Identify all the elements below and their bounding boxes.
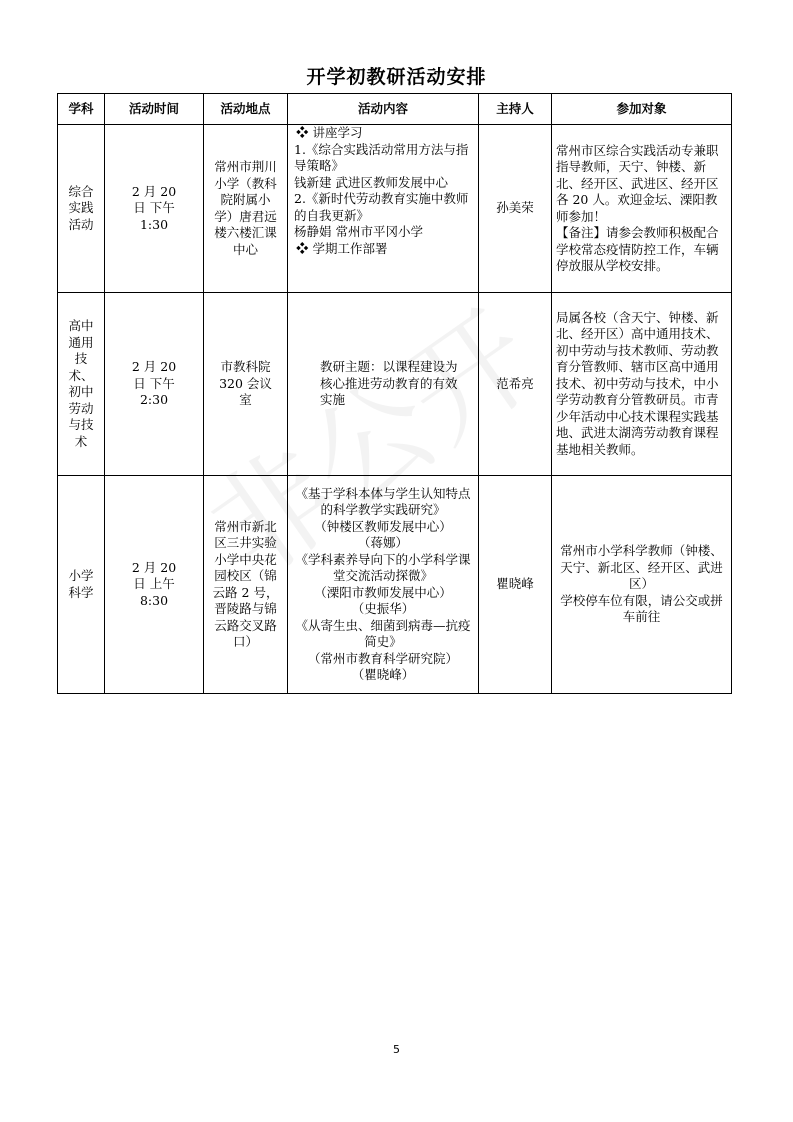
row3-content-line: （瞿晓峰） — [351, 667, 415, 682]
row1-time: 2 月 20 日 下午 1:30 — [105, 125, 204, 293]
row3-content-line: 《学科素养导向下的小学科学课堂交流活动探微》 — [295, 551, 471, 583]
row1-location: 常州市荆川小学（教科院附属小学）唐君远楼六楼汇课中心 — [204, 125, 288, 293]
row3-subject: 小学科学 — [58, 476, 105, 694]
header-audience: 参加对象 — [552, 94, 732, 125]
row1-content — [288, 125, 479, 293]
row2-location: 市教科院 320 会议室 — [204, 293, 288, 476]
row3-audience-note: 学校停车位有限，请公交或拼车前往 — [560, 592, 723, 625]
header-subject: 学科 — [58, 94, 105, 125]
row1-audience — [552, 125, 732, 293]
row1-content-line: 1.《综合实践活动常用方法与指导策略》 — [294, 141, 469, 173]
page-number: 5 — [393, 1043, 400, 1056]
row2-subject: 高中通用技术、初中劳动与技术 — [58, 293, 105, 476]
row3-location: 常州市新北区三井实验小学中央花园校区（锦云路 2 号，晋陵路与锦云路交叉路口） — [204, 476, 288, 694]
document-title: 开学初教研活动安排 — [306, 66, 487, 88]
row1-audience-note: 【备注】请参会教师积极配合学校常态疫情防控工作，车辆停放服从学校安排。 — [556, 225, 719, 273]
row1-content-line: ❖ 学期工作部署 — [296, 240, 388, 256]
row3-host: 瞿晓峰 — [479, 476, 552, 694]
table-row — [58, 293, 732, 476]
row3-audience — [552, 476, 732, 694]
row3-content-line: （常州市教育科学研究院） — [307, 650, 458, 666]
header-content: 活动内容 — [288, 94, 479, 125]
row3-time: 2 月 20 日 上午 8:30 — [105, 476, 204, 694]
header-time: 活动时间 — [105, 94, 204, 125]
schedule-table — [57, 93, 732, 694]
row2-host: 范希亮 — [479, 293, 552, 476]
row1-audience-text: 常州市区综合实践活动专兼职指导教师，天宁、钟楼、新北、经开区、武进区、经开区各 20 人。欢迎金坛、溧阳教师参加！ — [556, 142, 719, 224]
table-header-row — [58, 94, 732, 125]
row1-content-line: ❖ 讲座学习 — [296, 125, 363, 140]
row3-content-line: （史振华） — [351, 601, 415, 616]
row1-host: 孙美荣 — [479, 125, 552, 293]
row1-content-line: 杨静娟 常州市平冈小学 — [294, 224, 423, 239]
row3-content-line: 《从寄生虫、细菌到病毒—抗疫简史》 — [295, 617, 471, 649]
table-row — [58, 476, 732, 694]
row2-time: 2 月 20 日 下午 2:30 — [105, 293, 204, 476]
row3-content-line: （蒋娜） — [357, 535, 408, 550]
row1-subject: 综合实践活动 — [58, 125, 105, 293]
header-host: 主持人 — [479, 94, 552, 125]
row3-content-line: （溧阳市教师发展中心） — [314, 584, 452, 600]
row1-content-line: 钱新建 武进区教师发展中心 — [294, 174, 448, 190]
row3-content-line: （钟楼区教师发展中心） — [314, 518, 452, 534]
header-location: 活动地点 — [204, 94, 288, 125]
row3-audience-text: 常州市小学科学教师（钟楼、天宁、新北区、经开区、武进区） — [560, 543, 723, 592]
row2-audience: 局属各校（含天宁、钟楼、新北、经开区）高中通用技术、初中劳动与技术教师、劳动教育分管教师、辖市区高中通用技术、初中劳动与技术，中小学劳动教育分管教研员。市青少年活动中心技术课程实践基地、武进太湖湾劳动教育课程基地相关教师。 — [552, 293, 732, 476]
row1-content-line: 2.《新时代劳动教育实施中教师的自我更新》 — [294, 191, 469, 223]
row3-content — [288, 476, 479, 694]
row2-content: 教研主题：以课程建设为核心推进劳动教育的有效实施 — [288, 293, 479, 476]
row3-content-line: 《基于学科本体与学生认知特点的科学教学实践研究》 — [295, 485, 471, 517]
table-row — [58, 125, 732, 293]
